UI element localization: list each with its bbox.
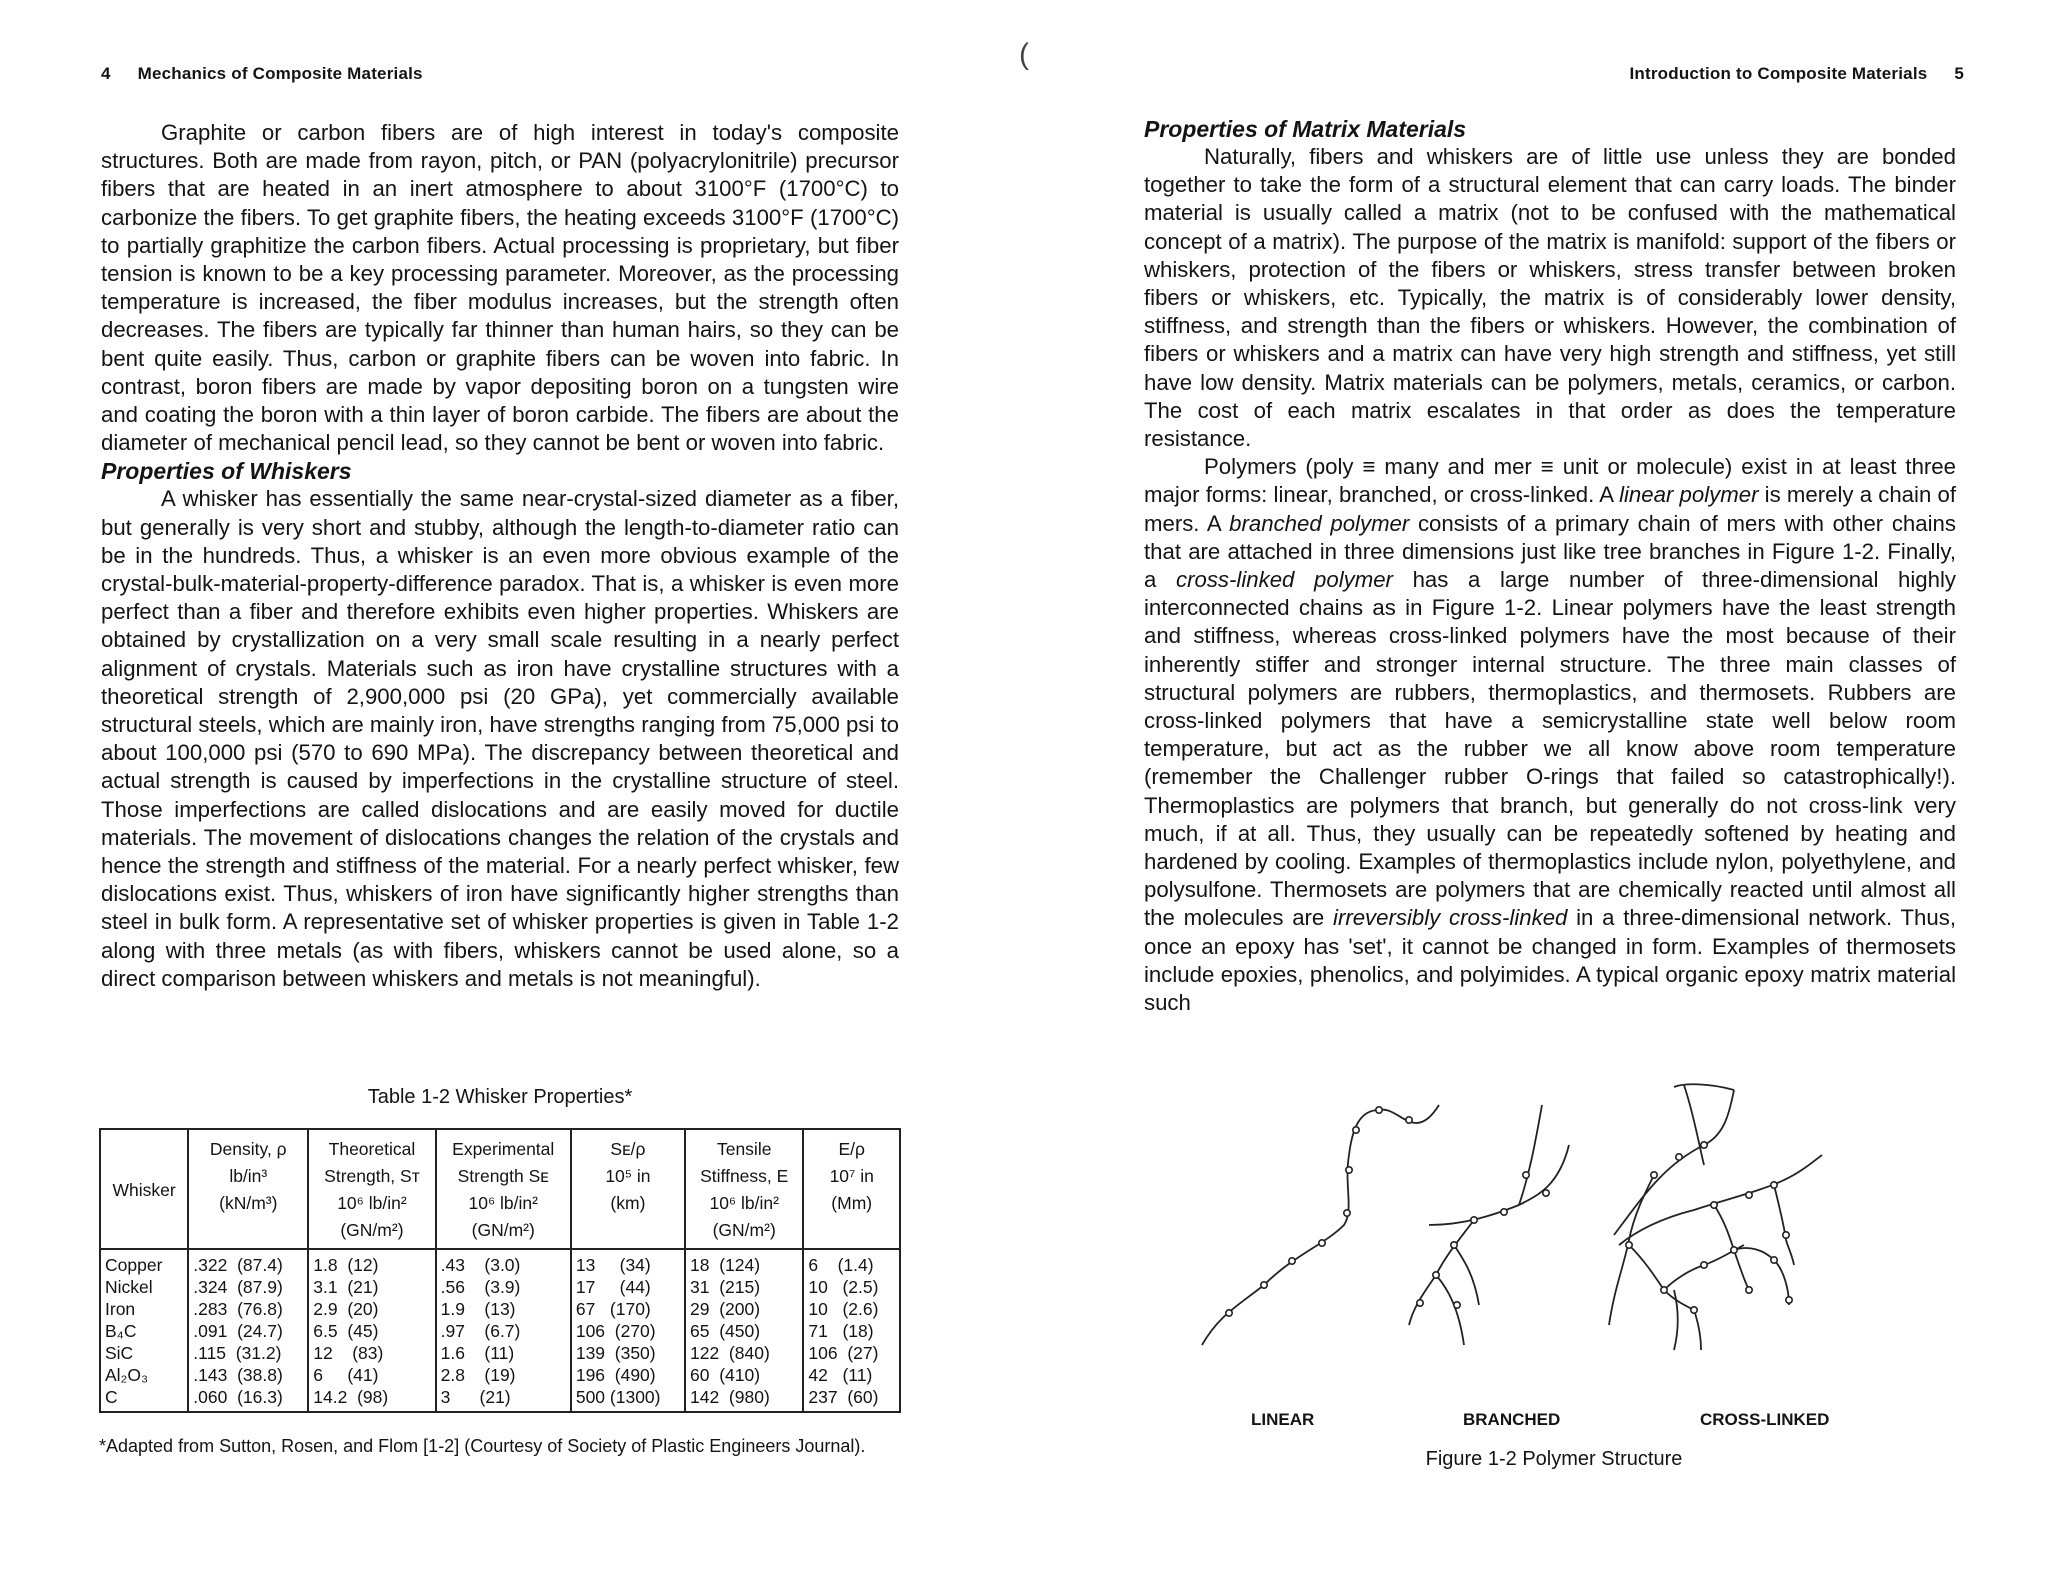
table-cell: .56 (3.9)	[436, 1276, 571, 1298]
table-cell: .283 (76.8)	[188, 1298, 308, 1320]
table-footnote-text: *Adapted from Sutton, Rosen, and Flom [1-2] (Courtesy of Society of Plastic Engineers Journal).	[99, 1436, 866, 1456]
table-cell: 6 (1.4)	[803, 1249, 900, 1276]
whisker-properties-table	[99, 1128, 901, 1413]
paragraph-text: is merely a chain of mers. A	[1144, 482, 1956, 536]
table-cell: 6.5 (45)	[308, 1320, 435, 1342]
table-cell: 14.2 (98)	[308, 1386, 435, 1412]
table-cell: 1.6 (11)	[436, 1342, 571, 1364]
figure-caption: Figure 1-2 Polymer Structure	[1425, 1448, 1683, 1470]
crosslinked-chain	[1609, 1175, 1654, 1325]
table-header-line: Stiffness, E	[700, 1166, 789, 1186]
paragraph-matrix: Naturally, fibers and whiskers are of little use unless they are bonded together to take the form of a structural element that can carry loads. The binder material is usually called a matrix (not to be confused with the mathematical concept of a matrix). The purpose of the matrix is manifold: support of the fibers or whiskers, protection of the fibers or whiskers, stress transfer between broken fibers or whiskers, etc. Typically, the matrix is of considerably lower density, stiffness, and strength than the fibers or whiskers. However, the combination of fibers or whiskers and a matrix can have very high strength and stiffness, yet still have low density. Matrix materials can be polymers, metals, ceramics, or carbon. The cost of each matrix escalates in that order as does the temperature resistance.	[1144, 144, 1956, 452]
paragraph-graphite-fibers: Graphite or carbon fibers are of high interest in today's composite structures. Both are made from rayon, pitch, or PAN (polyacrylonitrile) precursor fibers that are heated in an inert atmosphere to about 3100°F (1700°C) to carbonize the fibers. To get graphite fibers, the heating exceeds 3100°F (1700°C) to partially graphitize the carbon fibers. Actual processing is proprietary, but fiber tension is known to be a key processing parameter. Moreover, as the processing temperature is increased, the fiber modulus increases, but the strength often decreases. The fibers are typically far thinner than human hairs, so they can be bent quite easily. Thus, carbon or graphite fibers can be woven into fabric. In contrast, boron fibers are made by vapor depositing boron on a tungsten wire and coating the boron with a thin layer of boron carbide. The fibers are about the diameter of mechanical pencil lead, so they cannot be bent or woven into fabric.	[101, 120, 899, 456]
table-footnote	[99, 1436, 901, 1457]
table-cell: 500 (1300)	[571, 1386, 685, 1412]
mer-node	[1406, 1117, 1412, 1123]
table-row	[100, 1249, 900, 1276]
table-header-line: Density, ρ	[209, 1139, 287, 1159]
branched-branch	[1454, 1245, 1479, 1305]
table-header-line: 10⁶ lb/in²	[337, 1193, 407, 1213]
mer-node	[1289, 1258, 1295, 1264]
right-page-header	[1630, 64, 1965, 84]
table-header-row	[100, 1129, 900, 1249]
mer-node	[1346, 1167, 1352, 1173]
heading-properties-of-matrix: Properties of Matrix Materials	[1144, 116, 1467, 142]
crosslinked-chain	[1614, 1090, 1734, 1235]
table-row	[100, 1386, 900, 1412]
mer-node	[1746, 1287, 1752, 1293]
mer-node	[1353, 1127, 1359, 1133]
left-page-number: 4	[101, 64, 111, 83]
table-cell: .115 (31.2)	[188, 1342, 308, 1364]
table-row	[100, 1298, 900, 1320]
figure-label-linear: LINEAR	[1251, 1410, 1315, 1429]
table-cell: 139 (350)	[571, 1342, 685, 1364]
crosslinked-chain	[1629, 1245, 1694, 1310]
table-cell: SiC	[100, 1342, 188, 1364]
table-header-line: (GN/m²)	[340, 1220, 404, 1240]
mer-node	[1691, 1307, 1697, 1313]
paragraph-text: consists of a primary chain of mers with other chains that are attached in three dimensions just like tree branches in Figure 1-2. Finally, a	[1144, 510, 1956, 593]
table-cell: 3.1 (21)	[308, 1276, 435, 1298]
figure-label-branched: BRANCHED	[1463, 1410, 1561, 1429]
table-header-cell	[571, 1129, 685, 1249]
right-page-body	[1144, 115, 1956, 1017]
mer-node	[1661, 1287, 1667, 1293]
mer-node	[1771, 1182, 1777, 1188]
table-header-cell	[685, 1129, 803, 1249]
table-cell: 237 (60)	[803, 1386, 900, 1412]
table-cell: 42 (11)	[803, 1364, 900, 1386]
table-cell: 67 (170)	[571, 1298, 685, 1320]
table-cell: .091 (24.7)	[188, 1320, 308, 1342]
polymer-structure-figure	[1174, 1075, 1934, 1405]
mer-node	[1417, 1300, 1423, 1306]
table-header-cell	[308, 1129, 435, 1249]
table-header-line: lb/in³	[229, 1166, 268, 1186]
table-cell: Copper	[100, 1249, 188, 1276]
crosslinked-chain	[1694, 1310, 1701, 1350]
table-cell: 6 (41)	[308, 1364, 435, 1386]
table-row	[100, 1364, 900, 1386]
table-cell: 3 (21)	[436, 1386, 571, 1412]
table-cell: Al₂O₃	[100, 1364, 188, 1386]
table-header-line: Sᴇ/ρ	[610, 1139, 646, 1159]
paragraph-text: Polymers (poly ≡ many and mer ≡ unit or molecule) exist in at least three major forms: linear, branched, or cross-linked. A	[1144, 454, 1956, 508]
crosslinked-chain	[1734, 1248, 1789, 1305]
mer-node	[1786, 1297, 1792, 1303]
table-cell: Nickel	[100, 1276, 188, 1298]
table-header-line: Strength, Sᴛ	[324, 1166, 420, 1186]
table-header-line: Experimental	[452, 1139, 555, 1159]
table-cell: 196 (490)	[571, 1364, 685, 1386]
table-header-line: Whisker	[112, 1179, 176, 1200]
binding-mark: (	[1019, 38, 1029, 71]
table-cell: .324 (87.9)	[188, 1276, 308, 1298]
table-header-line: (kN/m³)	[219, 1193, 278, 1213]
table-cell: 13 (34)	[571, 1249, 685, 1276]
italic-term: linear polymer	[1619, 482, 1759, 508]
table-cell: B₄C	[100, 1320, 188, 1342]
mer-node	[1731, 1247, 1737, 1253]
right-page	[1024, 0, 2048, 1582]
table-cell: 60 (410)	[685, 1364, 803, 1386]
table-cell: .143 (38.8)	[188, 1364, 308, 1386]
table-cell: 2.8 (19)	[436, 1364, 571, 1386]
branched-branch	[1409, 1220, 1474, 1325]
table-header-line: 10⁶ lb/in²	[468, 1193, 538, 1213]
table-cell: 29 (200)	[685, 1298, 803, 1320]
table-cell: 1.9 (13)	[436, 1298, 571, 1320]
table-cell: 1.8 (12)	[308, 1249, 435, 1276]
linear-chain	[1202, 1105, 1439, 1345]
table-cell: 10 (2.5)	[803, 1276, 900, 1298]
table-row	[100, 1276, 900, 1298]
table-header-line: E/ρ	[838, 1139, 865, 1159]
mer-node	[1319, 1240, 1325, 1246]
mer-node	[1783, 1232, 1789, 1238]
table-cell: .060 (16.3)	[188, 1386, 308, 1412]
table-header-line: (km)	[610, 1193, 646, 1213]
branched-main-chain	[1429, 1145, 1569, 1225]
table-header-line: 10⁶ lb/in²	[709, 1193, 779, 1213]
table-caption: Table 1-2 Whisker Properties*	[367, 1086, 633, 1108]
mer-node	[1501, 1209, 1507, 1215]
table-header-cell	[100, 1129, 188, 1249]
table-header-cell	[188, 1129, 308, 1249]
paragraph-whiskers: A whisker has essentially the same near-crystal-sized diameter as a fiber, but generally is very short and stubby, although the length-to-diameter ratio can be in the hundreds. Thus, a whisker is an even more obvious example of the crystal-bulk-material-property-difference paradox. That is, a whisker is even more perfect than a fiber and therefore exhibits even higher properties. Whiskers are obtained by crystallization on a very small scale resulting in a nearly perfect alignment of crystals. Materials such as iron have crystalline structures with a theoretical strength of 2,900,000 psi (20 GPa), yet commercially available structural steels, which are mainly iron, have strengths ranging from 75,000 psi to about 100,000 psi (570 to 690 MPa). The discrepancy between theoretical and actual strength is caused by imperfections in the crystalline structure of steel. Those imperfections are called dislocations and are easily moved for ductile materials. The movement of dislocations changes the relation of the crystals and hence the strength and stiffness of the material. For a nearly perfect whisker, few dislocations exist. Thus, whiskers of iron have significantly higher strengths than steel in bulk form. A representative set of whisker properties is given in Table 1-2 along with three metals (as with fibers, whiskers cannot be used alone, so a direct comparison between whiskers and metals is not meaningful).	[101, 486, 899, 991]
table-cell: C	[100, 1386, 188, 1412]
table-header-line: Theoretical	[328, 1139, 416, 1159]
table-cell: 71 (18)	[803, 1320, 900, 1342]
italic-term: irreversibly cross-linked	[1333, 905, 1568, 931]
table-cell: 106 (27)	[803, 1342, 900, 1364]
table-cell: 65 (450)	[685, 1320, 803, 1342]
mer-node	[1451, 1242, 1457, 1248]
table-cell: 2.9 (20)	[308, 1298, 435, 1320]
table-cell: .322 (87.4)	[188, 1249, 308, 1276]
mer-node	[1344, 1210, 1350, 1216]
mer-node	[1711, 1202, 1717, 1208]
italic-term: cross-linked polymer	[1176, 567, 1393, 593]
crosslinked-chain	[1674, 1084, 1734, 1090]
left-page-header	[101, 64, 423, 84]
mer-node	[1771, 1257, 1777, 1263]
left-page-body	[101, 119, 899, 993]
table-header-cell	[803, 1129, 900, 1249]
mer-node	[1651, 1172, 1657, 1178]
branched-branch	[1519, 1105, 1542, 1205]
mer-node	[1676, 1154, 1682, 1160]
left-page-running-title: Mechanics of Composite Materials	[137, 64, 423, 83]
mer-node	[1471, 1217, 1477, 1223]
mer-node	[1543, 1190, 1549, 1196]
branched-branch	[1436, 1275, 1464, 1345]
mer-node	[1433, 1272, 1439, 1278]
table-cell: 106 (270)	[571, 1320, 685, 1342]
italic-term: branched polymer	[1229, 510, 1410, 536]
mer-node	[1261, 1282, 1267, 1288]
mer-node	[1523, 1172, 1529, 1178]
table-header-line: 10⁷ in	[829, 1166, 874, 1186]
paragraph-polymers	[1144, 453, 1956, 1017]
crosslinked-chain	[1619, 1155, 1822, 1245]
table-cell: .97 (6.7)	[436, 1320, 571, 1342]
mer-node	[1701, 1142, 1707, 1148]
mer-node	[1626, 1242, 1632, 1248]
paragraph-text: in a three-dimensional network. Thus, once an epoxy has 'set', it cannot be changed in form. Examples of thermosets include epoxies, phenolics, and polyimides. A typical organic epoxy matrix material such	[1144, 905, 1956, 1016]
table-body	[100, 1249, 900, 1412]
mer-node	[1226, 1310, 1232, 1316]
crosslinked-chain	[1774, 1185, 1794, 1265]
crosslinked-chain	[1684, 1085, 1704, 1165]
mer-node	[1701, 1262, 1707, 1268]
table-row	[100, 1320, 900, 1342]
heading-properties-of-whiskers: Properties of Whiskers	[101, 458, 352, 485]
paragraph-text: has a large number of three-dimensional highly interconnected chains as in Figure 1-2. Linear polymers have the least strength and stiffness, whereas cross-linked polymers have the most because of their inherently stiffer and stronger internal structure. The three main classes of structural polymers are rubbers, thermoplastics, and thermosets. Rubbers are cross-linked polymers that have a semicrystalline state well below room temperature, but act as the rubber we all know above room temperature (remember the Challenger rubber O-rings that failed so catastrophically!). Thermoplastics are polymers that branch, but generally do not cross-link very much, if at all. Thus, they usually can be repeatedly softened by heating and hardened by cooling. Examples of thermoplastics include nylon, polyethylene, and polysulfone. Thermosets are polymers that are chemically reacted until almost all the molecules are	[1144, 567, 1956, 931]
right-page-number: 5	[1954, 64, 1964, 83]
table-cell: .43 (3.0)	[436, 1249, 571, 1276]
table-header-line: (GN/m²)	[471, 1220, 535, 1240]
table-cell: 18 (124)	[685, 1249, 803, 1276]
table-header-cell	[436, 1129, 571, 1249]
figure-label-cross-linked: CROSS-LINKED	[1700, 1410, 1830, 1429]
mer-node	[1454, 1302, 1460, 1308]
table-cell: 10 (2.6)	[803, 1298, 900, 1320]
table-cell: 142 (980)	[685, 1386, 803, 1412]
table-header-line: 10⁵ in	[605, 1166, 651, 1186]
table-header-line: (GN/m²)	[712, 1220, 776, 1240]
table-header-line: Tensile	[716, 1139, 772, 1159]
table-cell: Iron	[100, 1298, 188, 1320]
table-row	[100, 1342, 900, 1364]
table-cell: 17 (44)	[571, 1276, 685, 1298]
table-header-line: Strength Sᴇ	[457, 1166, 549, 1186]
table-header-line: (Mm)	[831, 1193, 873, 1213]
table-cell: 12 (83)	[308, 1342, 435, 1364]
table-cell: 31 (215)	[685, 1276, 803, 1298]
mer-node	[1376, 1107, 1382, 1113]
mer-node	[1746, 1192, 1752, 1198]
table-cell: 122 (840)	[685, 1342, 803, 1364]
right-page-running-title: Introduction to Composite Materials	[1629, 64, 1928, 83]
